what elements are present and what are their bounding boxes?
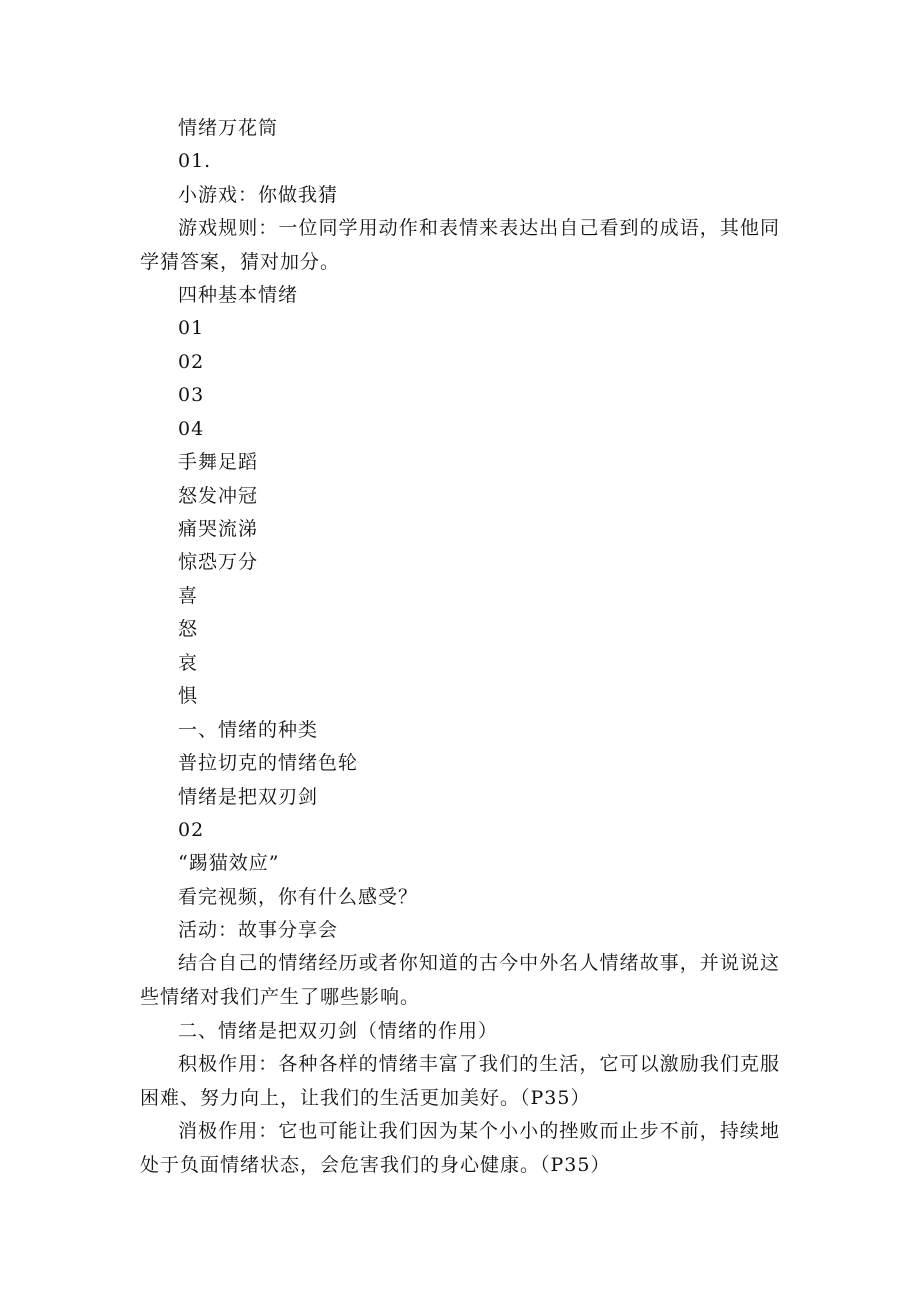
activity-title: 活动：故事分享会 (178, 919, 339, 941)
negative-effect-paragraph: 消极作用：它也可能让我们因为某个小小的挫败而止步不前，持续地处于负面情绪状态，会危害我们的身心健康。（P35） (140, 1120, 780, 1176)
heading-emotion-kaleidoscope: 情绪万花筒 (178, 117, 279, 139)
idiom-item: 痛哭流涕 (178, 518, 259, 540)
emotion-item: 喜 (178, 585, 199, 607)
section-heading-types: 一、情绪的种类 (178, 719, 319, 741)
section-heading-effects: 二、情绪是把双刃剑（情绪的作用） (178, 1020, 499, 1042)
emotion-item: 惧 (178, 685, 199, 707)
emotion-item: 哀 (178, 652, 199, 674)
idiom-item: 惊恐万分 (178, 551, 259, 573)
section-number: 01. (178, 150, 212, 172)
story-share-paragraph: 结合自己的情绪经历或者你知道的古今中外名人情绪故事，并说说这些情绪对我们产生了哪些影响。 (140, 952, 780, 1008)
double-edged-sword-line: 情绪是把双刃剑 (178, 786, 319, 808)
video-question: 看完视频，你有什么感受？ (178, 886, 419, 908)
kick-the-cat-effect: “踢猫效应” (178, 852, 280, 874)
list-number: 03 (178, 384, 205, 406)
idiom-item: 怒发冲冠 (178, 485, 259, 507)
list-number: 01 (178, 317, 205, 339)
emotion-wheel-line: 普拉切克的情绪色轮 (178, 752, 359, 774)
game-rule-paragraph: 游戏规则：一位同学用动作和表情来表达出自己看到的成语，其他同学猜答案，猜对加分。 (140, 217, 780, 273)
idiom-item: 手舞足蹈 (178, 451, 259, 473)
four-basic-emotions-heading: 四种基本情绪 (178, 284, 299, 306)
list-number: 04 (178, 418, 205, 440)
list-number: 02 (178, 819, 205, 841)
positive-effect-paragraph: 积极作用：各种各样的情绪丰富了我们的生活，它可以激励我们克服困难、努力向上，让我们的生活更加美好。（P35） (140, 1053, 780, 1109)
game-title: 小游戏：你做我猜 (178, 184, 339, 206)
emotion-item: 怒 (178, 618, 199, 640)
list-number: 02 (178, 351, 205, 373)
